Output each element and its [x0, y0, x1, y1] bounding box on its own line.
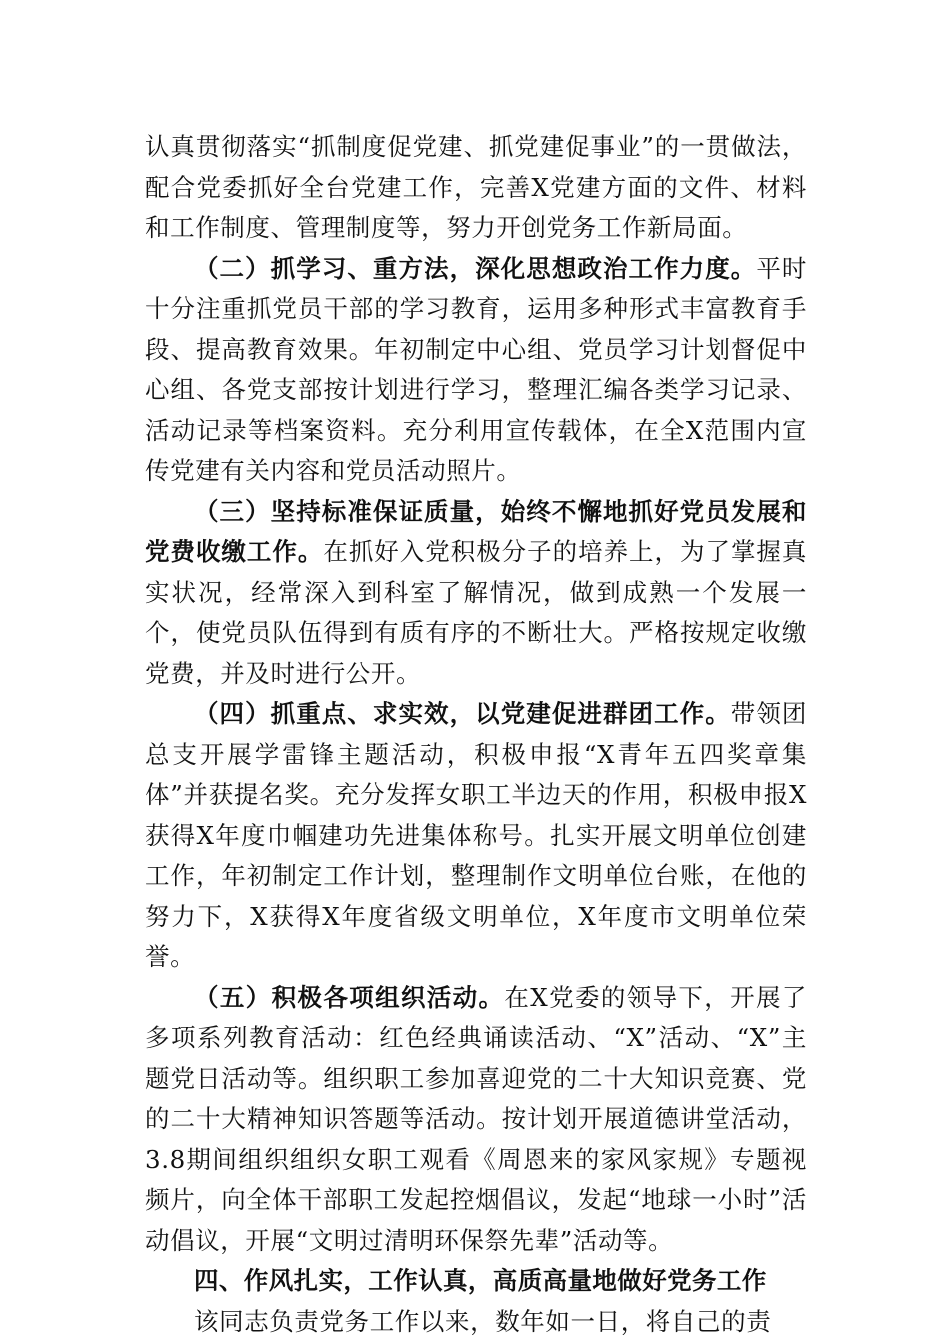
- paragraph-organization-activities-title: （五）积极各项组织活动。: [194, 982, 505, 1012]
- paragraph-mass-organizations-body: 带领团总支开展学雷锋主题活动，积极申报“X青年五四奖章集体”并获提名奖。充分发挥女职工半边天的作用，积极申报X获得X年度巾帼建功先进集体称号。扎实开展文明单位创建工作，年初制定工作计划，整理制作文明单位台账，在他的努力下，X获得X年度省级文明单位，X年度市文明单位荣誉。: [145, 699, 807, 971]
- section-heading-four: 四、作风扎实，工作认真，高质高量地做好党务工作: [194, 1266, 767, 1295]
- paragraph-member-development: [145, 492, 807, 695]
- paragraph-study-methods-body: 平时十分注重抓党员干部的学习教育，运用多种形式丰富教育手段、提高教育效果。年初制定中心组、党员学习计划督促中心组、各党支部按计划进行学习，整理汇编各类学习记录、活动记录等档案资料。充分利用宣传载体，在全X范围内宣传党建有关内容和党员活动照片。: [145, 253, 808, 485]
- paragraph-member-development-title: （三）坚持标准保证质量，始终不懈地抓好党员发展和党费收缴工作。: [145, 496, 807, 566]
- paragraph-organization-activities-body: 在X党委的领导下，开展了多项系列教育活动：红色经典诵读活动、“X”活动、“X”主题党日活动等。组织职工参加喜迎党的二十大知识竞赛、党的二十大精神知识答题等活动。按计划开展道德讲堂活动，3.8期间组织组织女职工观看《周恩来的家风家规》专题视频片，向全体干部职工发起控烟倡议，发起“地球一小时”活动倡议，开展“文明过清明环保祭先辈”活动等。: [145, 982, 808, 1255]
- paragraph-section-four-intro: 该同志负责党务工作以来，数年如一日，将自己的责: [194, 1306, 772, 1336]
- document-page: [145, 127, 807, 1342]
- paragraph-mass-organizations: [145, 694, 807, 978]
- paragraph-study-methods-title: （二）抓学习、重方法，深化思想政治工作力度。: [194, 253, 757, 283]
- paragraph-study-methods: [145, 249, 807, 492]
- paragraph-member-development-body: 在抓好入党积极分子的培养上，为了掌握真实状况，经常深入到科室了解情况，做到成熟一个发展一个，使党员队伍得到有质有序的不断壮大。严格按规定收缴党费，并及时进行公开。: [145, 537, 808, 688]
- paragraph-organization-activities: [145, 978, 807, 1262]
- paragraph-party-building: 认真贯彻落实“抓制度促党建、抓党建促事业”的一贯做法，配合党委抓好全台党建工作，完善X党建方面的文件、材料和工作制度、管理制度等，努力开创党务工作新局面。: [145, 132, 807, 242]
- paragraph-mass-organizations-title: （四）抓重点、求实效，以党建促进群团工作。: [194, 699, 731, 728]
